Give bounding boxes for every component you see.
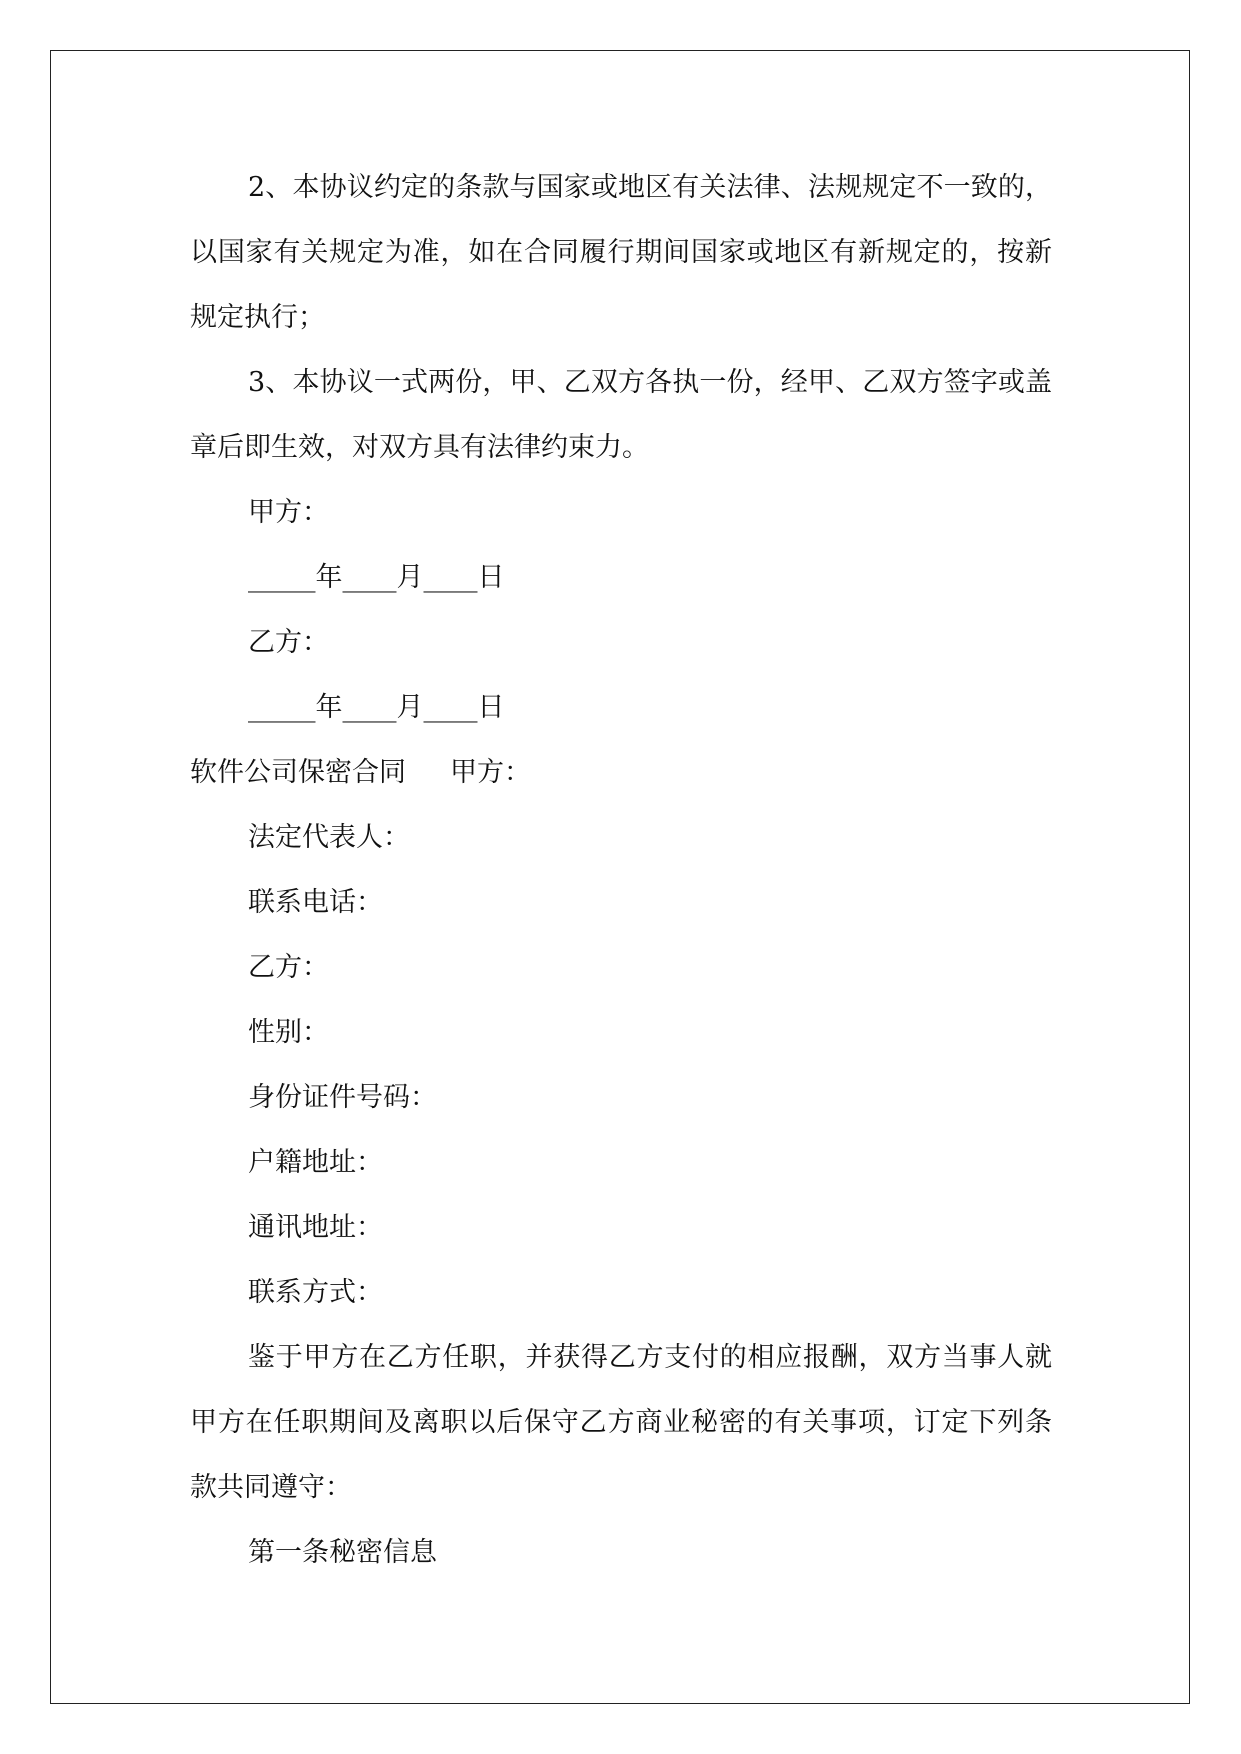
preamble-paragraph: 鉴于甲方在乙方任职，并获得乙方支付的相应报酬，双方当事人就甲方在任职期间及离职以后保守乙方商业秘密的有关事项，订定下列条款共同遵守： — [190, 1342, 1052, 1503]
party-a-date-line: _____年____月____日 — [248, 562, 505, 593]
party-b-signature-label: 乙方： — [248, 627, 329, 658]
document-body — [190, 155, 1052, 1585]
contract-title-row — [190, 740, 1052, 805]
party-a-signature-label: 甲方： — [248, 497, 329, 528]
field-phone: 联系电话： — [248, 887, 383, 918]
contract-party-a-label: 甲方： — [450, 757, 531, 788]
party-b-date-line: _____年____月____日 — [248, 692, 505, 723]
field-mailing-address: 通讯地址： — [248, 1212, 383, 1243]
field-party-b: 乙方： — [248, 952, 329, 983]
contract-title: 软件公司保密合同 — [190, 757, 406, 788]
field-household-address: 户籍地址： — [248, 1147, 383, 1178]
clause-3-paragraph: 3、本协议一式两份，甲、乙双方各执一份，经甲、乙双方签字或盖章后即生效，对双方具有法律约束力。 — [190, 367, 1052, 463]
field-legal-representative: 法定代表人： — [248, 822, 410, 853]
article-1-heading: 第一条秘密信息 — [248, 1537, 437, 1568]
field-gender: 性别： — [248, 1017, 329, 1048]
field-contact-method: 联系方式： — [248, 1277, 383, 1308]
clause-2-paragraph: 2、本协议约定的条款与国家或地区有关法律、法规规定不一致的，以国家有关规定为准，如在合同履行期间国家或地区有新规定的，按新规定执行； — [190, 172, 1052, 333]
field-id-number: 身份证件号码： — [248, 1082, 437, 1113]
